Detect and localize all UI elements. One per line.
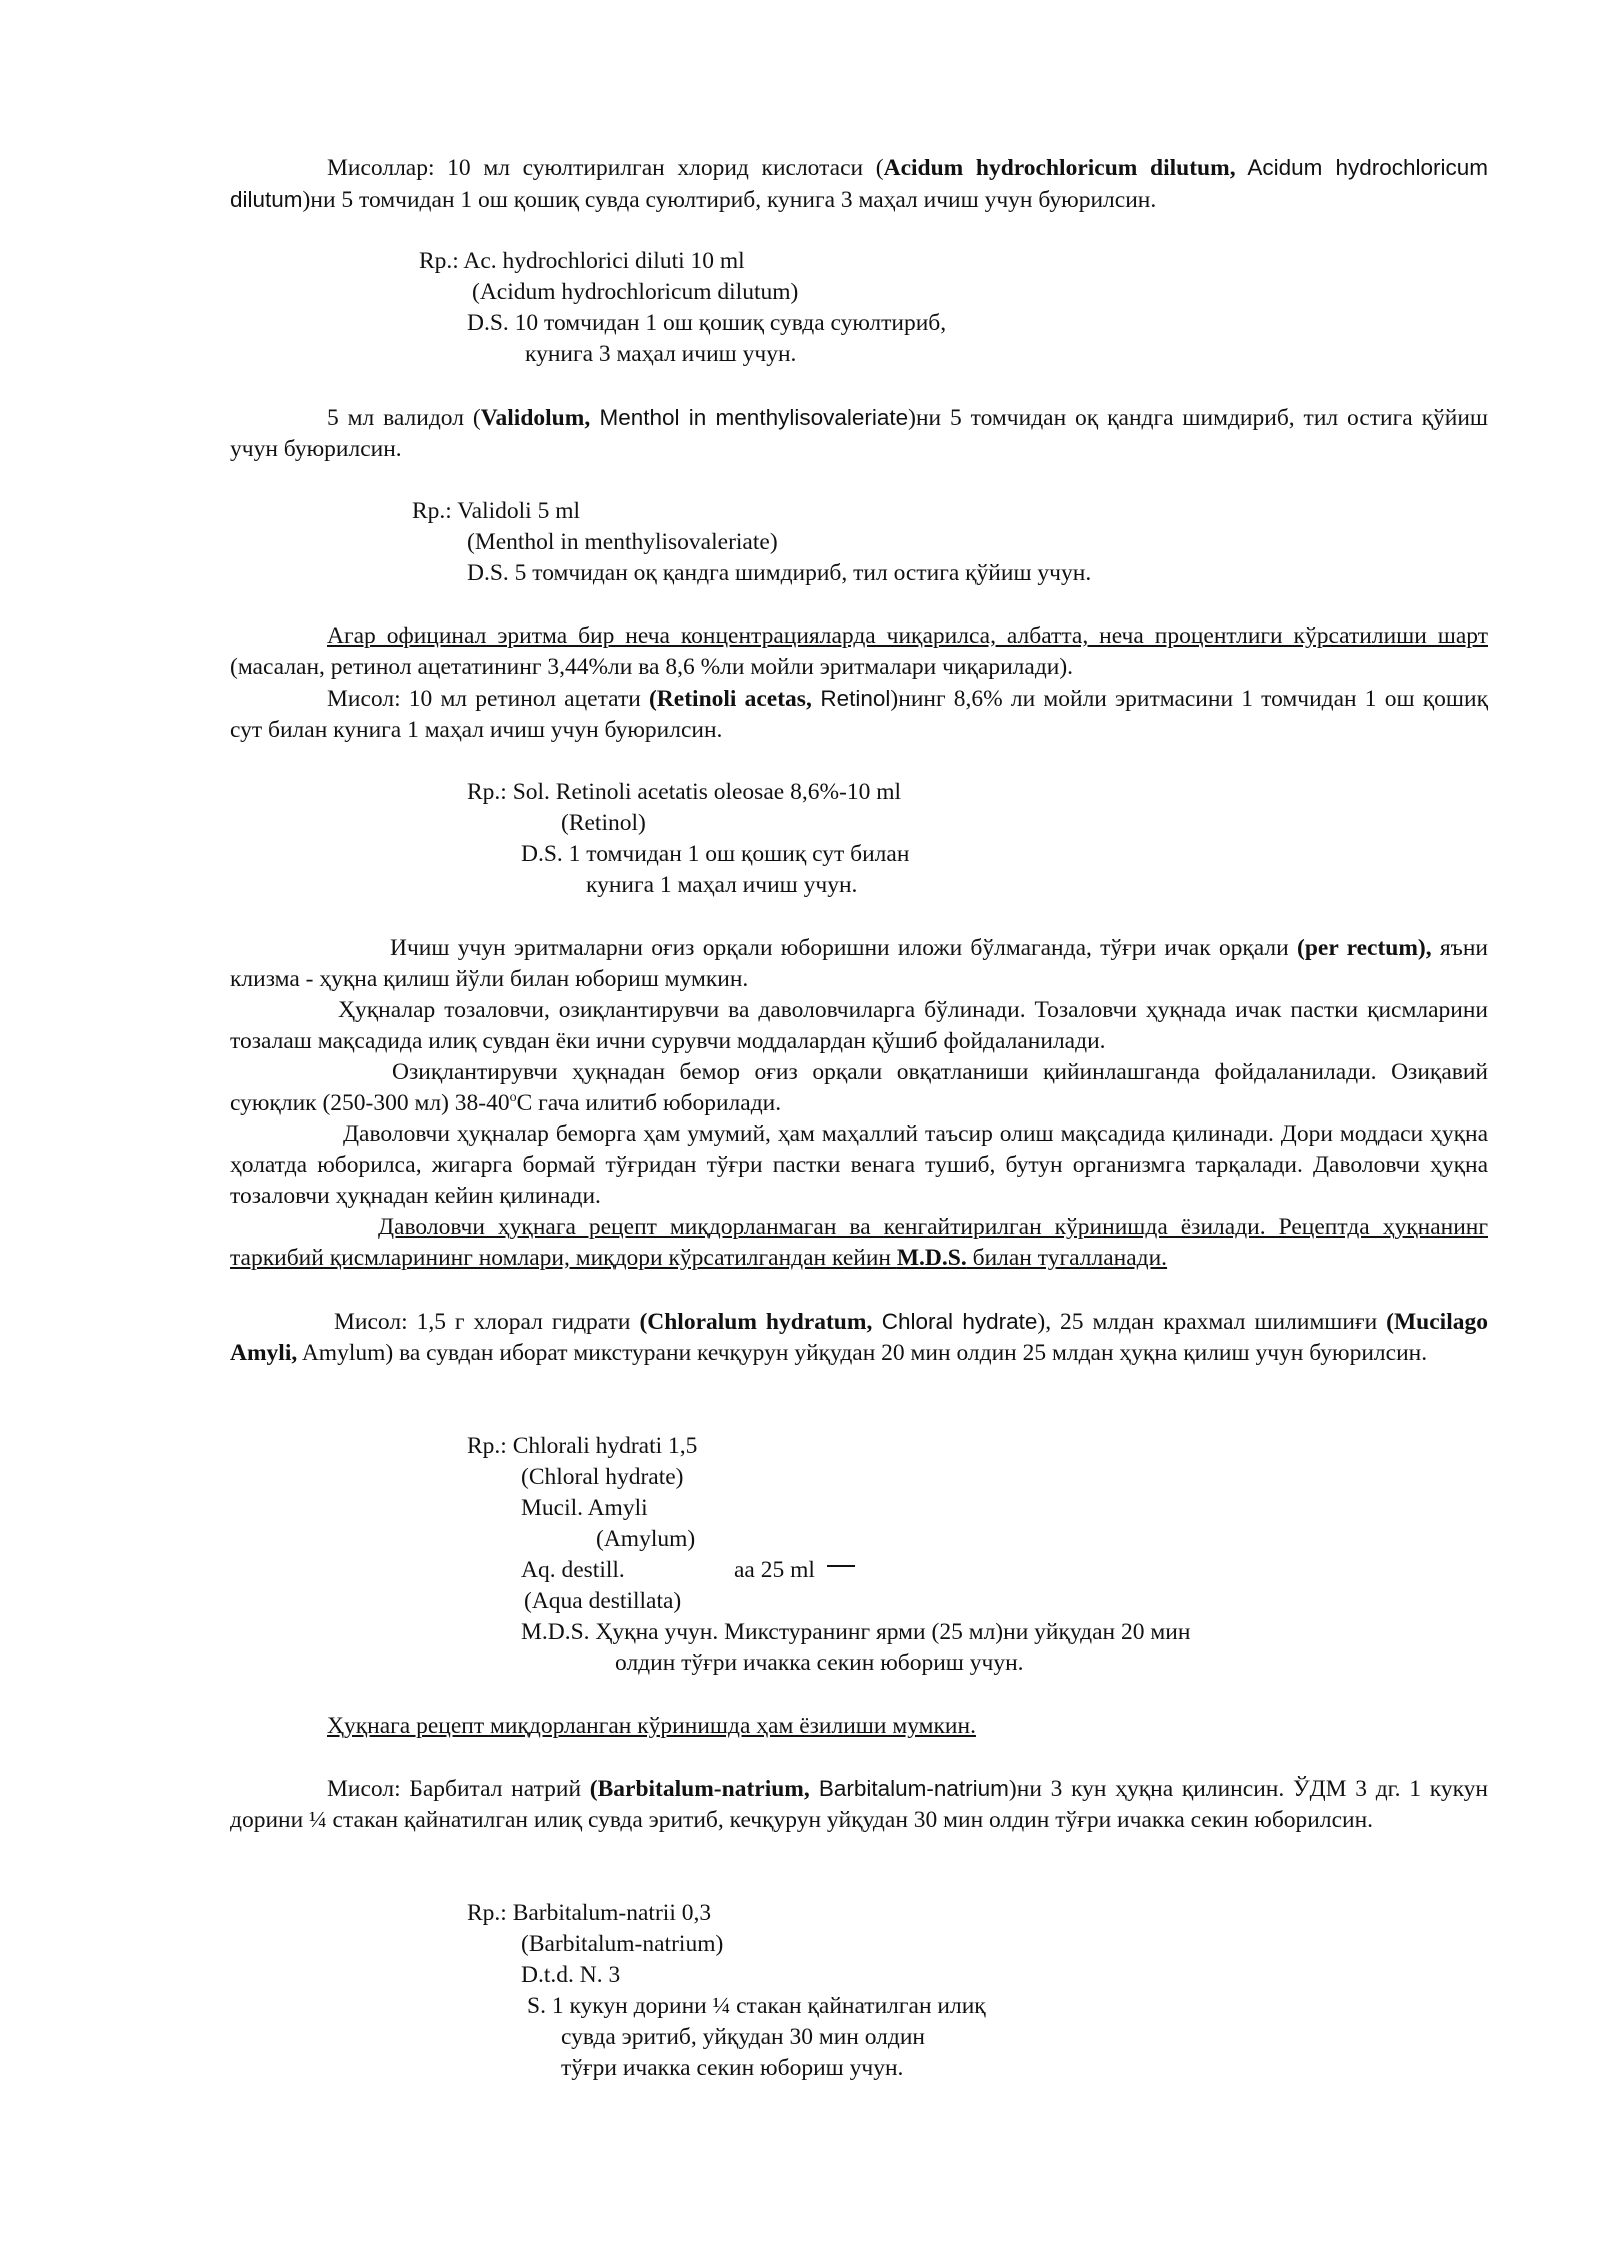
rx-4-line-5: Aq. destill. — [521, 1557, 625, 1583]
example-1-text: Мисоллар: 10 мл суюлтирилган хлорид кислотаси (Acidum hydrochloricum dilutum, Acidum hydrochloricum dilutum)ни 5 томчидан 1 ош қошиқ сувда суюлтириб, кунига 3 маҳал ичиш учун буюрилсин. — [230, 155, 1489, 213]
rx-3-line-1: Rp.: Sol. Retinoli acetatis oleosae 8,6%-10 ml — [467, 779, 902, 805]
example-3-text: Мисол: 10 мл ретинол ацетати (Retinoli acetas, Retinol)нинг 8,6% ли мойли эритмасини 1 томчидан 1 ош қошиқ сут билан кунига 1 маҳал ичиш учун буюрилсин. — [230, 686, 1488, 743]
rx-4-line-3: Mucil. Amyli — [521, 1495, 648, 1521]
rx-3-line-3: D.S. 1 томчидан 1 ош қошиқ сут билан — [521, 841, 910, 867]
example-4-text: Мисол: 1,5 г хлорал гидрати (Chloralum hydratum, Chloral hydrate), 25 млдан крахмал шилимшиғи (Mucilago Amyli, Amylum) ва сувдан иборат микстурани кечқурун уйқудан 20 мин олдин 25 млдан ҳуқна қилиш учун буюрилсин. — [230, 1309, 1488, 1366]
rx-2-line-2: (Menthol in menthylisovaleriate) — [467, 529, 778, 555]
rx-5-line-2: (Barbitalum-natrium) — [521, 1931, 724, 1957]
rx-5-line-1: Rp.: Barbitalum-natrii 0,3 — [467, 1900, 712, 1926]
brace-dash — [827, 1565, 855, 1567]
dosed-enema-note: Ҳуқнага рецепт миқдорланган кўринишда ҳам ёзилиши мумкин. — [327, 1713, 976, 1739]
enema-nutritive: Озиқлантирувчи ҳуқнадан бемор оғиз орқали овқатланиши қийинлашганда фойдаланилади. Озиқавий суюқлик (250-300 мл) $38-40^оС$ гача илитиб юборилади. — [230, 1059, 1488, 1116]
enema-types: Ҳуқналар тозаловчи, озиқлантирувчи ва даволовчиларга бўлинади. Тозаловчи ҳуқнада ичак пастки қисмларини тозалаш мақсадида илиқ сувдан ёки ични сурувчи моддалардан қўшиб фойдаланилади. — [230, 997, 1488, 1054]
rx-1-line-1: Rp.: Ac. hydrochlorici diluti 10 ml — [419, 248, 745, 274]
rx-4-line-7: M.D.S. Ҳуқна учун. Микстуранинг ярми (25 мл)ни уйқудан 20 мин — [521, 1619, 1191, 1645]
rx-4-line-6: (Aqua destillata) — [524, 1588, 682, 1614]
rx-1-line-3: D.S. 10 томчидан 1 ош қошиқ сувда суюлтириб, — [467, 310, 947, 336]
rx-5-line-3: D.t.d. N. 3 — [521, 1962, 621, 1988]
rx-1-line-2: (Acidum hydrochloricum dilutum) — [472, 279, 799, 305]
rx-1-line-4: кунига 3 маҳал ичиш учун. — [525, 341, 797, 367]
example-2-text: 5 мл валидол (Validolum, Menthol in menthylisovaleriate)ни 5 томчидан оқ қандга шимдириб, тил остига қўйиш учун буюрилсин. — [230, 405, 1489, 462]
enema-therapeutic: Даволовчи ҳуқналар беморга ҳам умумий, ҳам маҳаллий таъсир олиш мақсадида қилинади. Дори моддаси ҳуқна ҳолатда юборилса, жигарга бормай тўғридан тўғри пастки венага тушиб, бутун организмга тарқалади. Даволовчи ҳуқна тозаловчи ҳуқнадан кейин қилинади. — [230, 1121, 1488, 1209]
rx-5-line-6: тўғри ичакка секин юбориш учун. — [561, 2055, 904, 2081]
enema-intro: Ичиш учун эритмаларни оғиз орқали юборишни иложи бўлмаганда, тўғри ичак орқали (per rectum), яъни клизма - ҳуқна қилиш йўли билан юбориш мумкин. — [230, 935, 1488, 992]
rx-4-line-2: (Chloral hydrate) — [521, 1464, 684, 1490]
rx-4-line-8: олдин тўғри ичакка секин юбориш учун. — [615, 1650, 1024, 1676]
rx-2-line-1: Rp.: Validoli 5 ml — [412, 498, 580, 524]
rx-4-line-4: (Amylum) — [596, 1526, 696, 1552]
rx-3-line-2: (Retinol) — [561, 810, 646, 836]
enema-prescription-rule: Даволовчи ҳуқнага рецепт миқдорланмаган ва кенгайтирилган кўринишда ёзилади. Рецептда ҳуқнанинг таркибий қисмларининг номлари, миқдори кўрсатилгандан кейин M.D.S. билан тугалланади. — [230, 1214, 1488, 1271]
rx-4-line-1: Rp.: Chlorali hydrati 1,5 — [467, 1433, 698, 1459]
rx-5-line-4: S. 1 кукун дорини ¼ стакан қайнатилган илиқ — [527, 1993, 986, 2019]
concentration-rule: Агар официнал эритма бир неча концентрацияларда чиқарилса, албатта, неча процентлиги кўрсатилиши шарт (масалан, ретинол ацетатининг 3,44%ли ва 8,6 %ли мойли эритмалари чиқарилади). — [230, 623, 1488, 680]
rx-3-line-4: кунига 1 маҳал ичиш учун. — [586, 872, 858, 898]
rx-5-line-5: сувда эритиб, уйқудан 30 мин олдин — [561, 2024, 926, 2050]
rx-2-line-3: D.S. 5 томчидан оқ қандга шимдириб, тил остига қўйиш учун. — [467, 560, 1092, 586]
rx-4-line-5-amount: aa 25 ml — [734, 1555, 855, 1586]
example-5-text: Мисол: Барбитал натрий (Barbitalum-natrium, Barbitalum-natrium)ни 3 кун ҳуқна қилинсин. ЎДМ 3 дг. 1 кукун дорини ¼ стакан қайнатилган илиқ сувда эритиб, кечқурун уйқудан 30 мин олдин тўғри ичакка секин юборилсин. — [230, 1776, 1488, 1833]
